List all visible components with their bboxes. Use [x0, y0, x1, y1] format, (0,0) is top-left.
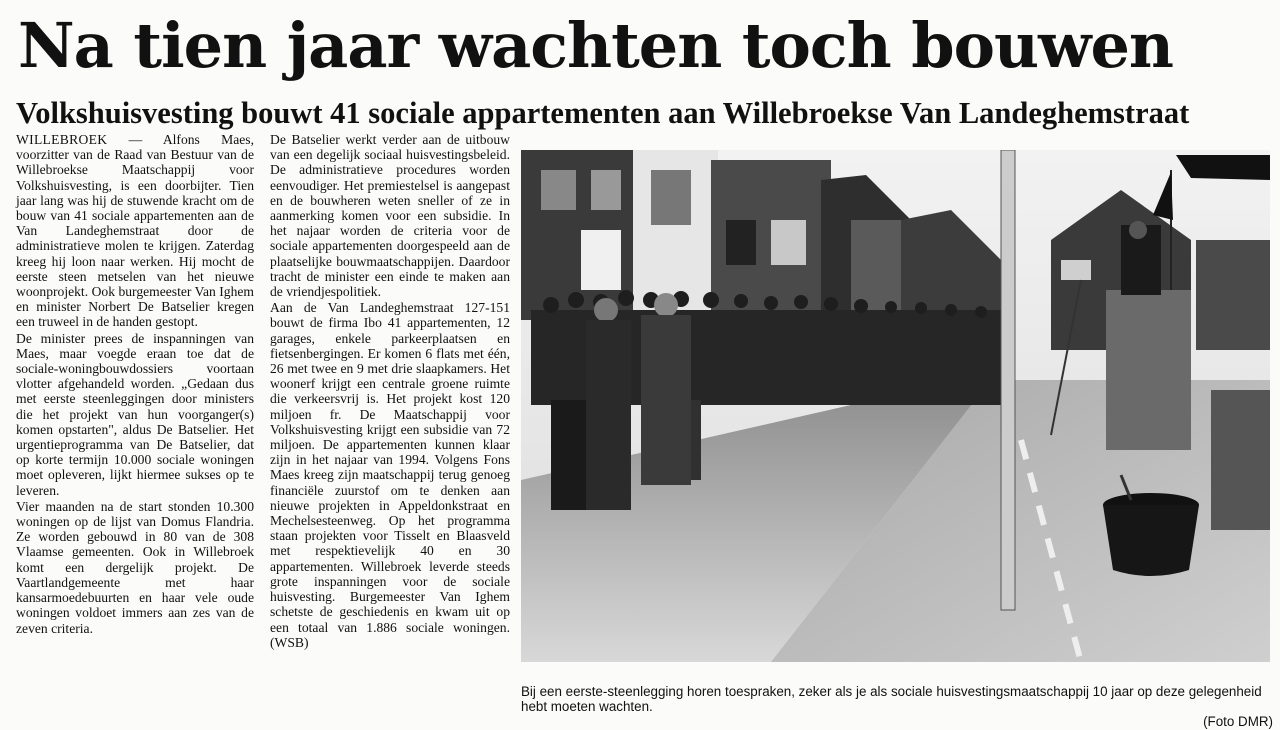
paragraph: Vier maanden na de start stonden 10.300 woningen op de lijst van Domus Flandria. Ze worden gebouwd in 80 van de 308 Vlaamse gemeenten. Ook in Willebroek komt een dergelijk projekt. De Vaartlandgemeente met haar kansarmoedebuurten en haar vele oude woningen voldoet immers aan zes van de zeven criteria. [16, 498, 254, 636]
headline: Na tien jaar wachten toch bouwen [18, 9, 1173, 82]
article-column-1 [16, 132, 254, 637]
dateline: WILLEBROEK [16, 132, 108, 147]
subheadline: Volkshuisvesting bouwt 41 sociale appartementen aan Willebroekse Van Landeghemstraat [16, 96, 1190, 130]
brick-wall [1211, 390, 1270, 530]
pole [1001, 150, 1015, 610]
paragraph: De minister prees de inspanningen van Maes, maar voegde eraan toe dat de sociale-woningbouwdossiers voortaan vlotter afgehandeld worden. „Gedaan dus met eerste steenleggingen door ministers die het projekt van hun voorganger(s) komen opstarten", aldus De Batselier. Het urgentieprogramma van De Batselier, dat op korte termijn 10.000 sociale woningen moet opleveren, lijkt hiermee sukses op te leveren. [16, 330, 254, 498]
podium [1106, 290, 1191, 450]
photo-credit: (Foto DMR) [1203, 714, 1273, 729]
paragraph [16, 132, 254, 330]
news-photo [521, 150, 1270, 662]
paragraph: Aan de Van Landeghemstraat 127-151 bouwt de firma Ibo 41 appartementen, 12 garages, enkele parkeerplaatsen en fietsenbergingen. Er komen 6 flats met één, 26 met twee en 9 met drie slaapkamers. Het woonerf krijgt een centrale groene ruimte die verkeersvrij is. Het projekt kost 120 miljoen fr. De Maatschappij voor Volkshuisvesting krijgt een subsidie van 72 miljoen. De appartementen kunnen klaar zijn in het najaar van 1994. Volgens Fons Maes kreeg zijn maatschappij terug genoeg financiële zuurstof om te denken aan nieuwe projekten in Appeldonkstraat en Mechelsesteenweg. Op het programma staan projekten voor Tisselt en Blaasveld met respektievelijk 40 en 30 appartementen. Willebroek leverde steeds grote inspanningen voor de sociale huisvesting. Burgemeester Van Ighem schetste de geschiedenis en kwam uit op een totaal van 1.886 sociale woningen. (WSB) [270, 300, 510, 650]
caption-text: Bij een eerste-steenlegging horen toespraken, zeker als je als sociale huisvestingsmaatschappij 10 jaar op deze gelegenheid hebt moeten wachten. [521, 684, 1262, 714]
photo-caption [521, 684, 1273, 729]
paragraph-text: — Alfons Maes, voorzitter van de Raad van Bestuur van de Willebroekse Maatschappij voor Volkshuisvesting, is een doorbijter. Tien jaar lang was hij de stuwende kracht om de bouw van 41 sociale appartementen aan de Van Landeghemstraat door de administratieve molen te krijgen. Zaterdag kreeg hij loon naar werken. Hij mocht de eerste steen metselen van het nieuwe woonprojekt. Ook burgemeester Van Ighem en minister Norbert De Batselier kregen een truweel in de handen gestopt. [16, 132, 254, 330]
paragraph: De Batselier werkt verder aan de uitbouw van een degelijk sociaal huisvestingsbeleid. De administratieve procedures worden eenvoudiger. Het premiestelsel is aangepast en de bouwheren weten sneller of ze in aanmerking komen voor een subsidie. In het najaar worden de criteria voor de sociale appartementen doorgespeeld aan de plaatselijke bouwmaatschappijen. Daardoor tracht de minister een einde te maken aan de vriendjespolitiek. [270, 132, 510, 300]
article-column-2 [270, 132, 510, 651]
